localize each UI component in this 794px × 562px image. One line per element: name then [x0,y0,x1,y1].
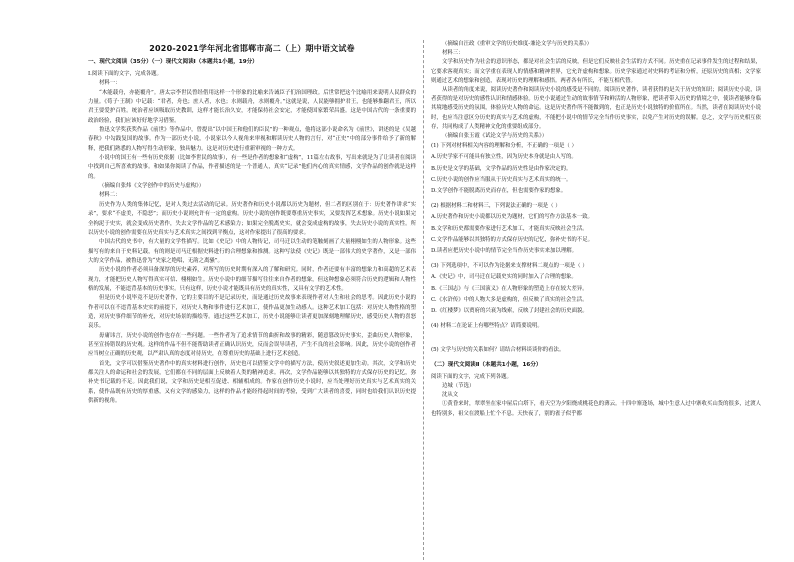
option-b: B.《三国志》与《三国演义》在人物形象的塑造上存在较大差异。 [431,285,588,292]
left-column [88,0,416,562]
story-author: 沈从文 [442,392,459,399]
material-two-source: （摘编自汪政《重审文学的历史维度-兼论文学与历史的关系》） [442,41,593,47]
section-one-heading: 一、现代文阅读（35分）（一）现代文阅读Ⅰ（本题共1小题，19分） [88,59,258,65]
material-one-source: （摘编自张炜《文学创作中的历史与虚构》） [99,183,205,190]
material-one-paragraph: “木能载舟，亦能覆舟”。唐太宗李世民曾经借用这样一个形象的比喻来告诫臣子们治国理政。后世常把这个比喻用来说明人民群众的力量。《荀子·王制》中记载：“君者，舟也；庶人者，水也；水则载舟，水则覆舟。”这就是说，人民能够拥护君王，也能够推翻君王，所以君王要爱护百姓。统治者应该吸取历史教训，这样才能长治久安，才能保持社会安定，才能使国家繁荣昌盛。这是中国古代的一条重要的政治经验，我们应该好好地学习借鉴。 [88,89,416,124]
option-b: B.文学和历史都需要作家进行艺术加工，才能真实反映社会生活。 [431,225,588,232]
document-title: 2020-2021学年河北省邯郸市高二（上）期中语文试卷 [149,44,355,53]
material-two-paragraph: 但是历史小说毕竟不是历史著作，它的主要目的不是记录历史，而是通过历史故事来表现作者对人生和社会的思考。因此历史小说的作者可以在不违背基本史实的前提下，对历史人物和事件进行艺术加工，使作品更加生动感人。这种艺术加工包括：对历史人物性格的塑造，对历史事件细节的补充，对历史场景的描绘等。通过这些艺术加工，历史小说能够让读者更加深刻地理解历史，感受历史人物的喜怒哀乐。 [88,295,416,330]
option-c: C.文学作品能够以其独特的方式保存历史的记忆，弥补史书的不足。 [431,236,593,243]
option-a: A.历史学家不可能具有独立性，因为历史本身就是由人写的。 [431,154,577,161]
option-b: B.历史是文学的基础，文学作品的历史性是由作家决定的。 [431,165,572,172]
story-title: 边城（节选） [442,382,475,389]
question-4: (4) 材料二在论证上有哪些特点？请简要说明。 [431,323,543,330]
option-d: D.读者应把历史小说中的情节完全当作历史事实来加以理解。 [431,248,577,255]
material-one-label: 材料一： [99,80,121,87]
material-one-paragraph: 小说中的国王有一些有历史依据（比如李世民的故事），有一些是作者的想象和“虚构”，11篇左右故事，写出来就是为了让读者在阅读中找到自己所喜欢的故事。和如果你阅读了作品，作者描述的是一个普通人，真实“记录”他们内心的真实情感，文学作品的创作就是这样的。 [88,155,416,180]
material-two-paragraph: 毋庸讳言，历史小说的创作也存在一些问题。一些作者为了追求情节的曲折和故事的精彩，随意篡改历史事实，歪曲历史人物形象，甚至宣扬错误的历史观。这样的作品不但不能帮助读者正确认识历史，反而会误导读者，产生不良的社会影响。因此，历史小说的创作者应当树立正确的历史观，以严肃认真的态度对待历史，在尊重历史的基础上进行艺术创造。 [88,332,416,358]
material-one-paragraph: 鲁迅文学奖获奖作品《前世》等作品中，曾提出“以中国王和他们的臣民”的一种观点，他将这部小说命名为《前世》，讲述的是《吴越春秋》中勾践复国的故事。作为一部历史小说，小说家以今人视角来审视和解读历史人物的言行，对“正史”中的部分事件给予了新的解释，把我们熟悉的人物写得生动形象，独具魅力。这是对历史进行重新审视的一种方式。 [88,127,416,152]
option-a: A.《史记》中，司马迁在记载史实的同时加入了合理的想象。 [431,274,577,281]
material-three-label: 材料三： [442,50,464,57]
reading-two-intro: 阅读下面的文字，完成下列各题。 [431,373,512,380]
reading-intro: Ⅰ.阅读下面的文字，完成各题。 [88,71,162,77]
option-c: C.《水浒传》中的人物大多是虚构的，但反映了真实的社会生活。 [431,296,588,303]
material-two-paragraph: 中国古代的史书中，有大量的文学性描写。比如《史记》中的人物传记，司马迁以生动的笔触刻画了大量栩栩如生的人物形象。这些描写有的来自于史料记载，有的则是司马迁根据史料进行的合理想象和推测。这种写法使《史记》既是一部伟大的史学著作，又是一部伟大的文学作品，被鲁迅誉为“史家之绝唱，无韵之离骚”。 [88,239,416,264]
option-d: D.文学创作不能脱离历史而存在，但也需要作家的想象。 [431,188,567,195]
material-two-label: 材料二： [99,192,121,199]
material-three-paragraph: 从读者的角度来说，阅读历史著作和阅读历史小说的感受是不同的。阅读历史著作，读者获得的是关于历史的知识；阅读历史小说，读者获得的是对历史的感性认识和情感体验。历史小说通过生动的故事情节和鲜活的人物形象，把读者带入历史的情境之中，使读者能够身临其境地感受历史的氛围，体验历史人物的命运。这是历史著作所不能做到的，也正是历史小说独特的价值所在。当然，读者在阅读历史小说时，也应当注意区分历史的真实与艺术的虚构，不能把小说中的情节完全当作历史事实，以免产生对历史的误解。总之，文学与历史相互依存，共同构成了人类精神文化的重要组成部分。 [431,87,761,130]
column-divider [423,40,424,560]
option-a: A.历史著作和历史小说都以历史为题材，它们的写作方法基本一致。 [431,214,593,221]
material-two-paragraph: 首先，文学可以借鉴历史著作中的真实材料进行创作，历史也可以借鉴文学中的描写方法，使历史叙述更加生动。其次，文学和历史都关注人的命运和社会的发展，它们都在不同的层面上反映着人类的精神追求。再次，文学作品能够以其独特的方式保存历史的记忆，弥补史书记载的不足。因此我们说，文学和历史是相互促进、相辅相成的。作家在创作历史小说时，应当处理好历史真实与艺术真实的关系，使作品既有历史的厚重感，又有文学的感染力，这样的作品才能经得起时间的考验，受到广大读者的喜爱，同时也给我们认识历史提供新的视角。 [88,360,416,405]
question-1: (1) 下列对材料相关内容的理解和分析，不正确的一项是（ ） [431,143,577,150]
section-two-heading: （二）现代文阅读Ⅱ（本题共1小题，16分） [431,361,542,368]
material-three-source: （摘编自张玉霞《试论文学与历史的关系》） [442,133,548,140]
right-column [431,0,761,562]
question-5: (5) 文学与历史的关系如何？请结合材料谈谈你的看法。 [431,347,565,354]
material-two-paragraph: 历史小说的作者必须具备深厚的历史素养，对所写的历史时期有深入的了解和研究。同时，作者还要有丰富的想象力和高超的艺术表现力，才能把历史人物写得真实可信、栩栩如生。历史小说中的细节描写往往来自作者的想象，但这种想象必须符合历史的逻辑和人物性格的发展，不能违背基本的历史事实。只有这样，历史小说才能既具有历史的真实性，又具有文学的艺术性。 [88,267,416,292]
material-two-paragraph: 历史作为人类的集体记忆，是对人类过去活动的记录。历史著作和历史小说都以历史为题材，但二者的区别在于：历史著作讲求“实录”，要求“不虚美，不隐恶”；而历史小说则允许有一定的虚构。历史小说的创作既要尊重历史事实，又要发挥艺术想象。历史小说如果完全拘泥于史实，就会变成历史著作，失去文学作品的艺术感染力；如果完全脱离史实，就会变成虚构的故事，失去历史小说的真实性。所以历史小说的创作需要在历史真实与艺术真实之间找到平衡点，这对作家提出了很高的要求。 [88,201,416,236]
question-3: (3) 下列选项中，不可以作为论据来支撑材料二观点的一项是（ ） [431,263,588,270]
option-d: D.《红楼梦》以贾府的兴衰为线索，反映了封建社会的历史面貌。 [431,308,588,315]
material-three-paragraph: 文学和历史作为社会的意识形态，都是对社会生活的反映，但是它们反映社会生活的方式不同。历史重在记录事件发生的过程和结果，它要求客观真实；而文学重在表现人的情感和精神世界，它允许虚构和想象。历史学家通过对史料的考证和分析，还原历史的真相；文学家则通过艺术的想象和创造，表现对历史的理解和感悟。两者各有所长，不能互相代替。 [431,59,761,84]
question-2: (2) 根据材料二和材料三，下列说法正确的一项是（ ） [431,203,561,210]
option-c: C.历史小说的创作应当服从于历史真实与艺术真实的统一。 [431,176,572,183]
story-paragraph: ①黄昏来时，翠翠坐在家中屋后白塔下，看天空为夕阳烧成桃花色的薄云。十四中寨逢场，城中生意人过中寨收买山货的很多，过渡人也特别多，祖父在渡船上忙个不息。天快夜了，别的雀子似乎都 [431,401,761,417]
